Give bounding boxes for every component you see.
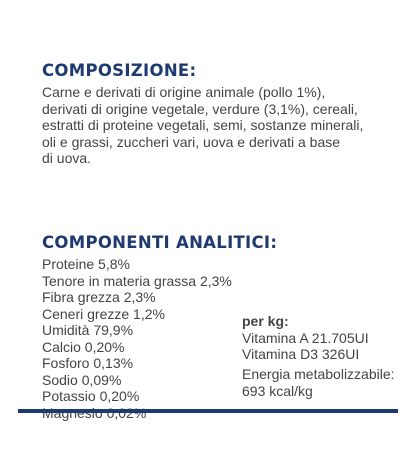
analytic-item: Fibra grezza 2,3%: [42, 289, 156, 305]
analytic-item: Calcio 0,20%: [42, 338, 125, 355]
composition-line: derivati di origine vegetale, verdure (3,1%), cereali,: [42, 100, 358, 117]
composition-text: [42, 84, 412, 167]
composition-heading: COMPOSIZIONE:: [42, 61, 197, 80]
composition-line: Carne e derivati di origine animale (pollo 1%),: [42, 84, 326, 100]
analytic-item: Potassio 0,20%: [42, 388, 140, 404]
vitamins-list: [242, 313, 369, 363]
analytic-item: Ceneri grezze 1,2%: [42, 305, 165, 322]
analytics-heading: COMPONENTI ANALITICI:: [42, 233, 278, 252]
composition-line: oli e grassi, zuccheri vari, uova e derivati a base: [42, 133, 341, 150]
energy-value: 693 kcal/kg: [242, 382, 313, 399]
composition-line: estratti di proteine vegetali, semi, sostanze minerali,: [42, 117, 364, 133]
vitamin-item: Vitamina D3 326UI: [242, 346, 360, 362]
analytic-item: Tenore in materia grassa 2,3%: [42, 272, 232, 289]
composition-line: di uova.: [42, 150, 92, 166]
per-kg-label: per kg:: [242, 313, 289, 329]
vitamin-item: Vitamina A 21.705UI: [242, 329, 369, 346]
analytic-item: Sodio 0,09%: [42, 371, 122, 388]
analytic-item: Fosforo 0,13%: [42, 355, 134, 371]
energy-label: Energia metabolizzabile:: [242, 366, 395, 382]
bottom-rule: [18, 409, 398, 413]
analytics-list: [42, 256, 232, 421]
analytic-item: Umidità 79,9%: [42, 322, 134, 338]
analytic-item: Proteine 5,8%: [42, 256, 130, 272]
energy-block: [242, 366, 395, 399]
